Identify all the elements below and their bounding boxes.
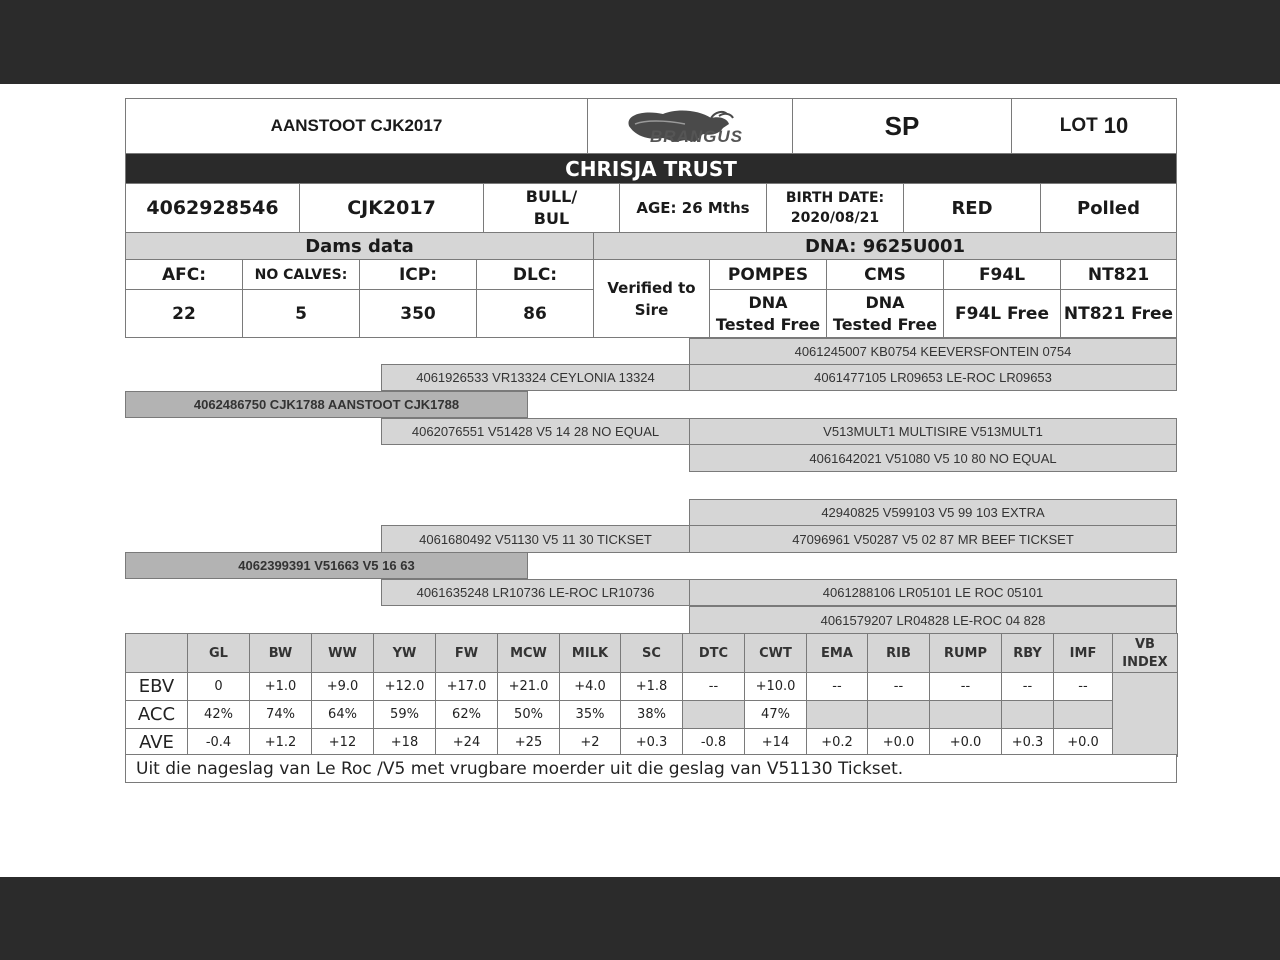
lot-label: LOT [1059,115,1098,136]
ebv-cell-ebv-imf: -- [1053,672,1113,701]
ebv-cell-acc-rby [1001,700,1054,729]
cms-line-1: DNA [865,292,905,312]
ebv-cell-ebv-ema: -- [806,672,868,701]
ebv-cell-acc-yw: 59% [373,700,436,729]
icp-value: 350 [359,289,477,338]
nt821-value: NT821 Free [1060,289,1177,338]
verified-line-2: Sire [634,300,669,319]
ebv-header-milk: MILK [559,633,621,674]
ebv-cell-ave-ema: +0.2 [806,728,868,757]
pedigree-dam: 4062399391 V51663 V5 16 63 [125,552,528,579]
verified-line-1: Verified to [607,278,696,297]
verified-to-sire [593,259,710,338]
ebv-cell-ave-yw: +18 [373,728,436,757]
cms-value [826,289,944,338]
colour: RED [903,183,1041,233]
f94l-label: F94L [943,259,1061,290]
ebv-header-fw: FW [435,633,498,674]
ebv-cell-acc-ema [806,700,868,729]
f94l-value: F94L Free [943,289,1061,338]
pedigree-dam-sire: 4061680492 V51130 V5 11 30 TICKSET [381,525,690,553]
ebv-cell-ebv-bw: +1.0 [249,672,312,701]
pedigree-sire-sire: 4061926533 VR13324 CEYLONIA 13324 [381,364,690,391]
dna-title: DNA: 9625U001 [593,232,1177,260]
ebv-cell-ebv-dtc: -- [682,672,745,701]
pompes-label: POMPES [709,259,827,290]
ebv-cell-ebv-sc: +1.8 [620,672,683,701]
bottom-frame-bar [0,877,1280,960]
ebv-cell-ave-mcw: +25 [497,728,560,757]
ebv-header-corner [125,633,188,674]
top-frame-bar [0,0,1280,84]
ebv-cell-ebv-rby: -- [1001,672,1054,701]
horn-status: Polled [1040,183,1177,233]
pedigree-sire-dam-dam: 4061642021 V51080 V5 10 80 NO EQUAL [689,444,1177,472]
pedigree-dam-dam-sire: 4061288106 LR05101 LE ROC 05101 [689,579,1177,606]
ebv-cell-ave-ww: +12 [311,728,374,757]
ebv-header-sc: SC [620,633,683,674]
grade: SP [792,98,1012,154]
ebv-cell-ave-fw: +24 [435,728,498,757]
ebv-cell-ave-rib: +0.0 [867,728,930,757]
ebv-header-ww: WW [311,633,374,674]
pedigree-sire-sire-dam: 4061477105 LR09653 LE-ROC LR09653 [689,364,1177,391]
sex-line-2: BUL [533,209,570,228]
birth-date-value: 2020/08/21 [790,210,880,226]
ebv-cell-acc-sc: 38% [620,700,683,729]
pedigree-dam-dam: 4061635248 LR10736 LE-ROC LR10736 [381,579,690,606]
ebv-header-dtc: DTC [682,633,745,674]
lot [1011,98,1177,154]
registration-number: 4062928546 [125,183,300,233]
pedigree-sire: 4062486750 CJK1788 AANSTOOT CJK1788 [125,391,528,418]
ebv-header-gl: GL [187,633,250,674]
vb-index-value [1112,672,1178,757]
no-calves-value: 5 [242,289,360,338]
sex-line-1: BULL/ [525,187,578,206]
vb-index-index-line2: INDEX [1122,654,1168,670]
ebv-cell-ave-gl: -0.4 [187,728,250,757]
ebv-header-yw: YW [373,633,436,674]
ebv-cell-ave-sc: +0.3 [620,728,683,757]
ebv-cell-ebv-gl: 0 [187,672,250,701]
pedigree-dam-dam-dam: 4061579207 LR04828 LE-ROC 04 828 [689,606,1177,634]
ebv-cell-acc-dtc [682,700,745,729]
ebv-header-cwt: CWT [744,633,807,674]
ebv-header-rby: RBY [1001,633,1054,674]
ebv-cell-ebv-yw: +12.0 [373,672,436,701]
ebv-cell-ebv-rib: -- [867,672,930,701]
birth-date [766,183,904,233]
ebv-header-rib: RIB [867,633,930,674]
ebv-header-vb-index [1112,633,1178,674]
ebv-row-label-ebv: EBV [125,672,188,701]
ebv-header-rump: RUMP [929,633,1002,674]
vb-index-index-line1: VB [1135,636,1155,652]
cms-label: CMS [826,259,944,290]
remark: Uit die nageslag van Le Roc /V5 met vrugbare moerder uit die geslag van V51130 Tickset. [125,754,1177,783]
ebv-cell-ave-cwt: +14 [744,728,807,757]
ebv-cell-acc-rib [867,700,930,729]
ebv-cell-acc-bw: 74% [249,700,312,729]
ebv-cell-acc-mcw: 50% [497,700,560,729]
ebv-cell-acc-gl: 42% [187,700,250,729]
ebv-cell-ebv-rump: -- [929,672,1002,701]
animal-name: AANSTOOT CJK2017 [125,98,588,154]
pedigree-sire-dam-sire: V513MULT1 MULTISIRE V513MULT1 [689,418,1177,445]
logo-text: BRANGUS [650,127,743,146]
ebv-row-label-ave: AVE [125,728,188,757]
ebv-cell-acc-cwt: 47% [744,700,807,729]
ebv-cell-ave-dtc: -0.8 [682,728,745,757]
dlc-value: 86 [476,289,594,338]
dams-data-title: Dams data [125,232,594,260]
ebv-cell-acc-milk: 35% [559,700,621,729]
ebv-cell-ebv-cwt: +10.0 [744,672,807,701]
ebv-cell-ebv-mcw: +21.0 [497,672,560,701]
ebv-cell-ave-milk: +2 [559,728,621,757]
sex [483,183,620,233]
ebv-cell-ebv-milk: +4.0 [559,672,621,701]
ebv-cell-acc-rump [929,700,1002,729]
ebv-header-ema: EMA [806,633,868,674]
afc-label: AFC: [125,259,243,290]
ebv-cell-acc-fw: 62% [435,700,498,729]
ebv-header-bw: BW [249,633,312,674]
ebv-cell-ave-bw: +1.2 [249,728,312,757]
ebv-cell-acc-ww: 64% [311,700,374,729]
ebv-header-imf: IMF [1053,633,1113,674]
ebv-cell-ave-imf: +0.0 [1053,728,1113,757]
nt821-label: NT821 [1060,259,1177,290]
ebv-header-mcw: MCW [497,633,560,674]
pompes-line-1: DNA [748,292,788,312]
ebv-cell-ave-rump: +0.0 [929,728,1002,757]
brangus-logo [587,98,793,154]
no-calves-label: NO CALVES: [242,259,360,290]
pompes-line-2: Tested Free [715,314,821,334]
age: AGE: 26 Mths [619,183,767,233]
pedigree-dam-sire-sire: 42940825 V599103 V5 99 103 EXTRA [689,499,1177,526]
icp-label: ICP: [359,259,477,290]
ebv-cell-ebv-ww: +9.0 [311,672,374,701]
birth-date-label: BIRTH DATE: [785,190,885,206]
ebv-cell-acc-imf [1053,700,1113,729]
ebv-cell-ebv-fw: +17.0 [435,672,498,701]
ebv-cell-ave-rby: +0.3 [1001,728,1054,757]
lot-number: 10 [1103,113,1129,138]
tattoo: CJK2017 [299,183,484,233]
pedigree-sire-dam: 4062076551 V51428 V5 14 28 NO EQUAL [381,418,690,445]
pedigree-sire-sire-sire: 4061245007 KB0754 KEEVERSFONTEIN 0754 [689,338,1177,365]
ebv-row-label-acc: ACC [125,700,188,729]
pompes-value [709,289,827,338]
pedigree-dam-sire-dam: 47096961 V50287 V5 02 87 MR BEEF TICKSET [689,525,1177,553]
dlc-label: DLC: [476,259,594,290]
cms-line-2: Tested Free [832,314,938,334]
afc-value: 22 [125,289,243,338]
breeder-banner: CHRISJA TRUST [125,153,1177,184]
